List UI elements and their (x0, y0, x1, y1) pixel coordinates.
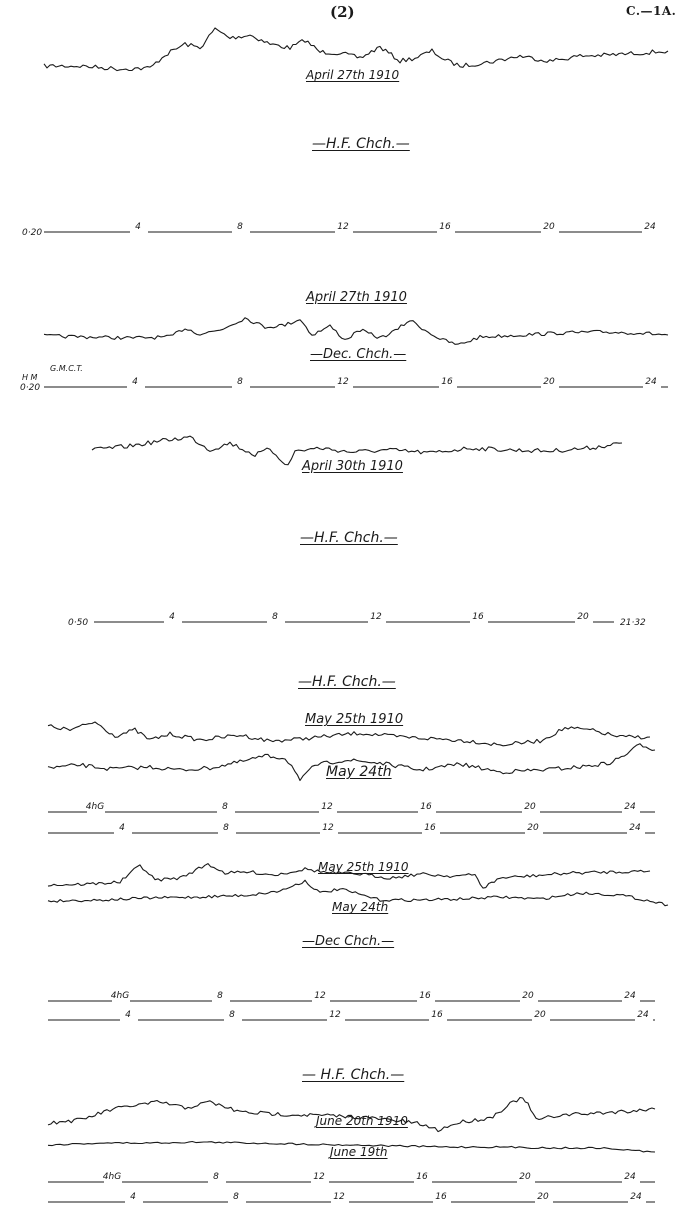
axis-tick-label: 12 (333, 1192, 345, 1202)
axis-tick-label: 20 (537, 1192, 549, 1202)
axis-tick-label: 4hG (102, 1172, 122, 1182)
axis-tick-label: 16 (419, 991, 431, 1001)
axis-tick-label: 24 (637, 1010, 649, 1020)
date-label-april-27-mid: April 27th 1910 (306, 290, 407, 305)
time-axis (22, 222, 656, 238)
station-label-hf-chch-2: —H.F. Chch.— (300, 530, 398, 546)
axis-tick-label: 8 (237, 222, 243, 232)
axis-tick-label: 20 (577, 612, 589, 622)
axis-tick-label: 12 (337, 222, 349, 232)
time-axis (48, 1172, 655, 1182)
axis-tick-label: 4 (119, 823, 125, 833)
axis-tick-label: 8 (233, 1192, 239, 1202)
axis-tick-label: 20 (522, 991, 534, 1001)
axis-tick-label: 20 (543, 222, 555, 232)
axis-tick-label: 12 (322, 823, 334, 833)
axis-tick-label: 16 (420, 802, 432, 812)
axis-start-label: 0·20 (22, 228, 43, 238)
axis-tick-label: 8 (272, 612, 278, 622)
axis-tick-label: 4hG (85, 802, 105, 812)
axis-tick-label: 12 (313, 1172, 325, 1182)
axis-tick-label: 8 (229, 1010, 235, 1020)
axis-tick-label: 4 (135, 222, 141, 232)
axis-tick-label: 8 (213, 1172, 219, 1182)
axis-tick-label: 12 (370, 612, 382, 622)
axis-tick-label: 4 (132, 377, 138, 387)
time-axis (48, 991, 655, 1001)
axis-tick-label: 20 (527, 823, 539, 833)
axis-tick-label: 20 (519, 1172, 531, 1182)
time-axis (68, 612, 646, 628)
gmct-label: G.M.C.T. (50, 364, 83, 373)
station-label-hf-chch: —H.F. Chch.— (312, 136, 410, 152)
time-axis (48, 823, 655, 833)
date-label-may-24-b: May 24th (332, 900, 389, 914)
axis-tick-label: 4 (130, 1192, 136, 1202)
axis-tick-label: 24 (644, 222, 656, 232)
station-label-dec-chch: —Dec. Chch.— (310, 347, 407, 362)
axis-tick-label: 16 (435, 1192, 447, 1202)
axis-tick-label: 8 (217, 991, 223, 1001)
date-label-april-27-top: April 27th 1910 (306, 68, 400, 82)
time-axis (48, 1010, 655, 1020)
axis-tick-label: 8 (223, 823, 229, 833)
axis-tick-label: 4 (125, 1010, 131, 1020)
station-label-dec-chch-2: —Dec Chch.— (302, 934, 395, 949)
axis-tick-label: 24 (629, 823, 641, 833)
axis-tick-label: 16 (441, 377, 453, 387)
plate-reference: C.—1A. (626, 4, 677, 18)
axis-tick-label: 12 (329, 1010, 341, 1020)
date-label-april-30: April 30th 1910 (302, 459, 403, 474)
axis-tick-label: 20 (524, 802, 536, 812)
axis-tick-label: 24 (624, 802, 636, 812)
axis-tick-label: 20 (534, 1010, 546, 1020)
date-label-june-19: June 19th (330, 1145, 388, 1159)
station-label-hf-chch-4: — H.F. Chch.— (302, 1067, 405, 1083)
date-label-may-25-b: May 25th 1910 (318, 860, 409, 874)
time-axis (48, 1192, 655, 1202)
axis-tick-label: 8 (237, 377, 243, 387)
station-label-hf-chch-3: —H.F. Chch.— (298, 674, 396, 690)
axis-tick-label: 12 (314, 991, 326, 1001)
axis-start-label: 0·20 (20, 383, 41, 393)
axis-tick-label: 16 (431, 1010, 443, 1020)
page-number: (2) (330, 3, 355, 21)
time-axis (48, 802, 655, 812)
axis-tick-label: 12 (337, 377, 349, 387)
hm-label: H M (22, 373, 38, 382)
axis-tick-label: 8 (222, 802, 228, 812)
date-label-may-24-a: May 24th (326, 764, 392, 780)
axis-tick-label: 20 (543, 377, 555, 387)
axis-tick-label: 16 (416, 1172, 428, 1182)
axis-end-label: 21·32 (620, 618, 646, 628)
axis-tick-label: 16 (472, 612, 484, 622)
axis-tick-label: 24 (630, 1192, 642, 1202)
axis-tick-label: 24 (645, 377, 657, 387)
date-label-may-25-a: May 25th 1910 (305, 712, 404, 727)
axis-tick-label: 24 (624, 991, 636, 1001)
axis-tick-label: 24 (624, 1172, 636, 1182)
axis-tick-label: 4 (169, 612, 175, 622)
date-label-june-20: June 20th 1910 (316, 1114, 408, 1128)
axis-tick-label: 16 (424, 823, 436, 833)
time-axis (20, 377, 668, 393)
axis-tick-label: 16 (439, 222, 451, 232)
axis-tick-label: 12 (321, 802, 333, 812)
axis-start-label: 0·50 (68, 618, 89, 628)
axis-tick-label: 4hG (110, 991, 130, 1001)
